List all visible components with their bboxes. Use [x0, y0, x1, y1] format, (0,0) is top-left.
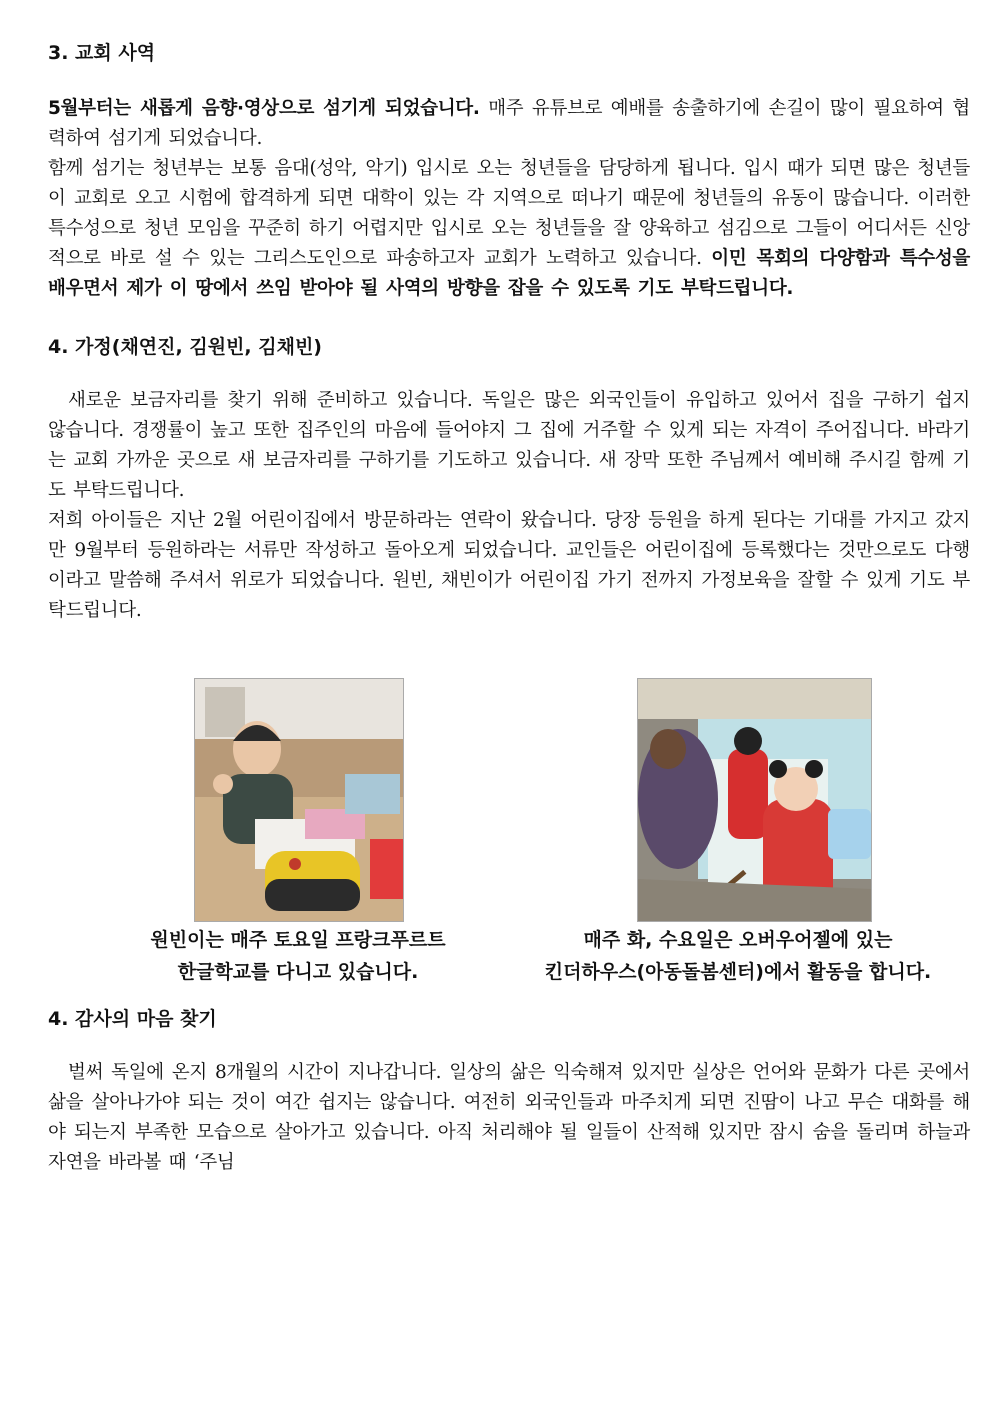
- photo1-caption: [78, 924, 518, 988]
- paragraph-housing: 새로운 보금자리를 찾기 위해 준비하고 있습니다. 독일은 많은 외국인들이 유입하고 있어서 집을 구하기 쉽지 않습니다. 경쟁률이 높고 또한 집주인의 마음에 들어야지 그 집에 거주할 수 있게 되는 자격이 주어집니다. 바라기는 교회 가까운 곳으로 새 보금자리를 구하기를 기도하고 있습니다. 새 장막 또한 주님께서 예비해 주시길 함께 기도 부탁드립니다.: [48, 390, 970, 501]
- paragraph-kindergarten: 저희 아이들은 지난 2월 어린이집에서 방문하라는 연락이 왔습니다. 당장 등원을 하게 된다는 기대를 가지고 갔지만 9월부터 등원하라는 서류만 작성하고 돌아오게 되었습니다. 교인들은 어린이집에 등록했다는 것만으로도 다행이라고 말씀해 주셔서 위로가 되었습니다. 원빈, 채빈이가 어린이집 가기 전까지 가정보육을 잘할 수 있게 기도 부탁드립니다.: [48, 510, 970, 621]
- caption-line: 원빈이는 매주 토요일 프랑크푸르트: [150, 929, 446, 951]
- photo-section: [48, 678, 970, 998]
- paragraph-youth-ministry: [48, 154, 970, 304]
- paragraph-gratitude: 벌써 독일에 온지 8개월의 시간이 지나갑니다. 일상의 삶은 익숙해져 있지만 실상은 언어와 문화가 다른 곳에서 삶을 살아나가야 되는 것이 여간 쉽지는 않습니다. 여전히 외국인들과 마주치게 되면 진땀이 나고 무슨 대화를 해야 되는지 부족한 모습으로 살아가고 있습니다. 아직 처리해야 될 일들이 산적해 있지만 잠시 숨을 돌리며 하늘과 자연을 바라볼 때 ‘주님: [48, 1062, 970, 1173]
- body-text: 매주 유튜브로 예배를 송출하기에 손길이 많이 필요하여 협력하여 섬기게 되었습니다.: [48, 98, 970, 149]
- section-heading-church-ministry: 3. 교회 사역: [48, 42, 156, 64]
- photo-boy-image: [195, 679, 403, 921]
- photo-kids-activity: [637, 678, 872, 922]
- caption-line: 한글학교를 다니고 있습니다.: [177, 961, 419, 983]
- body-text: 함께 섬기는 청년부는 보통 음대(성악, 악기) 입시로 오는 청년들을 담당하게 됩니다. 입시 때가 되면 많은 청년들이 교회로 오고 시험에 합격하게 되면 대학이 있는 각 지역으로 떠나기 때문에 청년들의 유동이 많습니다. 이러한 특수성으로 청년 모임을 꾸준히 하기 어렵지만 입시로 오는 청년들을 잘 양육하고 섬김으로 그들이 어디서든 신앙적으로 바로 설 수 있는 그리스도인으로 파송하고자 교회가 노력하고 있습니다.: [48, 158, 970, 269]
- photo-kids-image: [638, 679, 871, 921]
- bold-text: 이민 목회의 다양함과 특수성을 배우면서 제가 이 땅에서 쓰임 받아야 될 사역의 방향을 잡을 수 있도록 기도 부탁드립니다.: [48, 248, 970, 299]
- caption-line: 매주 화, 수요일은 오버우어젤에 있는: [583, 929, 893, 951]
- section-heading-gratitude: 4. 감사의 마음 찾기: [48, 1008, 217, 1030]
- caption-line: 킨더하우스(아동돌봄센터)에서 활동을 합니다.: [544, 961, 932, 983]
- document-page: [48, 38, 970, 1178]
- photo-boy-at-school: [194, 678, 404, 922]
- photo2-caption: [506, 924, 970, 988]
- bold-text: 5월부터는 새롭게 음향·영상으로 섬기게 되었습니다.: [48, 98, 480, 119]
- section-heading-family: 4. 가정(채연진, 김원빈, 김채빈): [48, 336, 322, 358]
- paragraph-av-ministry: [48, 94, 970, 154]
